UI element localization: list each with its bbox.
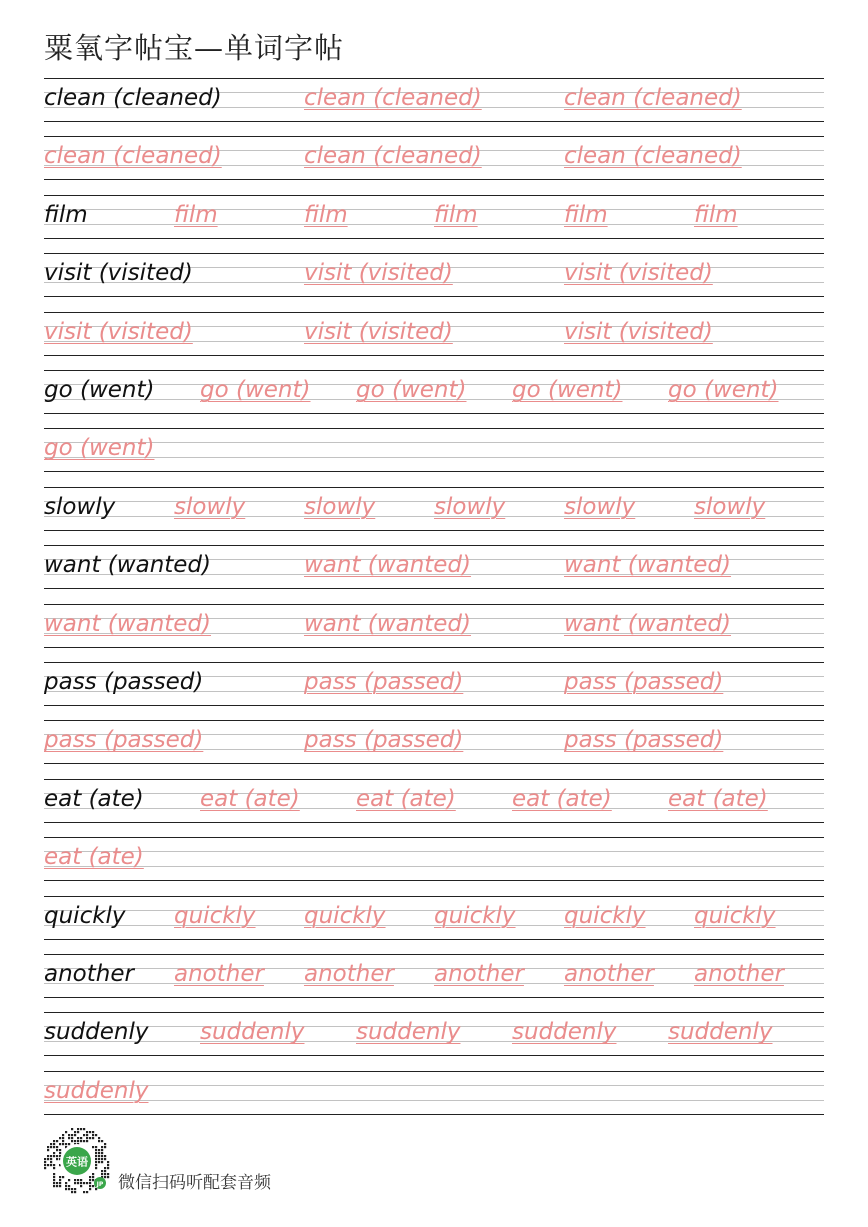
trace-word: film (434, 201, 478, 228)
trace-word: film (564, 201, 608, 228)
trace-word: slowly (694, 493, 766, 520)
guide-line (44, 428, 824, 429)
trace-word: film (174, 201, 218, 228)
trace-word: eat (ate) (356, 785, 456, 812)
guide-line (44, 779, 824, 780)
guide-line (44, 662, 824, 663)
writing-row (44, 720, 824, 764)
trace-word: pass (passed) (304, 727, 464, 754)
trace-word: suddenly (512, 1019, 617, 1046)
guide-line (44, 296, 824, 297)
model-word: suddenly (44, 1019, 149, 1046)
writing-row (44, 1012, 824, 1056)
writing-row (44, 1071, 824, 1115)
trace-word: another (304, 961, 394, 987)
trace-word: slowly (434, 493, 506, 520)
trace-word: want (wanted) (304, 552, 472, 579)
model-word: clean (cleaned) (44, 85, 222, 111)
footer-caption: 微信扫码听配套音频 (118, 1173, 271, 1193)
trace-word: go (went) (512, 377, 623, 403)
guide-line (44, 442, 824, 443)
guide-line (44, 370, 824, 371)
model-word: film (44, 201, 88, 228)
writing-row (44, 779, 824, 823)
guide-line (44, 763, 824, 764)
writing-row (44, 837, 824, 881)
trace-word: clean (cleaned) (44, 143, 222, 170)
trace-word: want (wanted) (564, 552, 732, 579)
guide-line (44, 121, 824, 122)
model-word: pass (passed) (44, 669, 204, 695)
trace-word: eat (ate) (668, 785, 768, 812)
trace-word: suddenly (668, 1019, 773, 1046)
svg-text:JP: JP (96, 1181, 104, 1188)
footer (42, 1126, 342, 1198)
trace-word: suddenly (200, 1019, 305, 1046)
trace-word: slowly (304, 493, 376, 520)
trace-word: eat (ate) (200, 785, 300, 812)
guide-line (44, 78, 824, 79)
trace-word: quickly (304, 902, 386, 929)
trace-word: clean (cleaned) (304, 85, 482, 111)
trace-word: go (went) (200, 377, 311, 403)
guide-line (44, 136, 824, 137)
guide-line (44, 487, 824, 488)
guide-line (44, 195, 824, 196)
model-word: quickly (44, 902, 126, 929)
trace-word: pass (passed) (304, 669, 464, 695)
guide-line (44, 588, 824, 589)
writing-row (44, 78, 824, 122)
trace-word: film (694, 201, 738, 228)
guide-line (44, 647, 824, 648)
writing-row (44, 487, 824, 531)
guide-line (44, 179, 824, 180)
trace-word: another (174, 961, 264, 987)
trace-word: visit (visited) (564, 260, 713, 287)
guide-line (44, 880, 824, 881)
guide-line (44, 413, 824, 414)
qr-badge-text: 英语 (66, 1155, 88, 1169)
writing-row (44, 662, 824, 706)
guide-line (44, 1055, 824, 1056)
writing-row (44, 312, 824, 356)
guide-line (44, 1071, 824, 1072)
qr-code-icon (42, 1126, 112, 1196)
trace-word: clean (cleaned) (564, 85, 742, 111)
writing-row (44, 370, 824, 414)
guide-line (44, 471, 824, 472)
guide-line (44, 851, 824, 852)
guide-line (44, 954, 824, 955)
model-word: visit (visited) (44, 260, 193, 287)
trace-word: go (went) (356, 377, 467, 403)
guide-line (44, 1100, 824, 1101)
guide-line (44, 822, 824, 823)
guide-line (44, 530, 824, 531)
guide-line (44, 939, 824, 940)
guide-line (44, 355, 824, 356)
trace-word: want (wanted) (44, 610, 212, 637)
trace-word: go (went) (668, 377, 779, 403)
trace-word: pass (passed) (564, 727, 724, 754)
trace-word: visit (visited) (564, 318, 713, 345)
guide-line (44, 866, 824, 867)
guide-line (44, 837, 824, 838)
guide-line (44, 1085, 824, 1086)
guide-line (44, 253, 824, 254)
trace-word: quickly (694, 902, 776, 929)
guide-line (44, 238, 824, 239)
trace-word: go (went) (44, 435, 155, 462)
trace-word: another (694, 961, 784, 987)
model-word: another (44, 961, 134, 987)
guide-line (44, 1114, 824, 1115)
trace-word: want (wanted) (304, 610, 472, 637)
trace-word: visit (visited) (304, 260, 453, 287)
guide-line (44, 896, 824, 897)
guide-line (44, 457, 824, 458)
writing-row (44, 954, 824, 998)
trace-word: clean (cleaned) (304, 143, 482, 170)
trace-word: quickly (564, 902, 646, 929)
trace-word: slowly (174, 493, 246, 520)
trace-word: suddenly (356, 1019, 461, 1046)
trace-word: pass (passed) (44, 727, 204, 754)
trace-word: quickly (174, 902, 256, 929)
page-title: 粟氧字帖宝—单词字帖 (44, 31, 345, 65)
model-word: slowly (44, 493, 116, 520)
guide-line (44, 312, 824, 313)
trace-word: eat (ate) (44, 844, 144, 871)
guide-line (44, 720, 824, 721)
trace-word: suddenly (44, 1077, 149, 1104)
guide-line (44, 604, 824, 605)
model-word: want (wanted) (44, 552, 212, 579)
writing-row (44, 545, 824, 589)
trace-word: another (434, 961, 524, 987)
writing-row (44, 604, 824, 648)
writing-row (44, 136, 824, 180)
writing-row (44, 195, 824, 239)
trace-word: want (wanted) (564, 610, 732, 637)
guide-line (44, 1012, 824, 1013)
trace-word: pass (passed) (564, 669, 724, 695)
guide-line (44, 705, 824, 706)
trace-word: film (304, 201, 348, 228)
writing-row (44, 896, 824, 940)
guide-line (44, 545, 824, 546)
model-word: go (went) (44, 377, 155, 403)
writing-row (44, 253, 824, 297)
trace-word: visit (visited) (304, 318, 453, 345)
trace-word: clean (cleaned) (564, 143, 742, 170)
trace-word: slowly (564, 493, 636, 520)
trace-word: quickly (434, 902, 516, 929)
trace-word: another (564, 961, 654, 987)
guide-line (44, 997, 824, 998)
writing-row (44, 428, 824, 472)
trace-word: eat (ate) (512, 785, 612, 812)
model-word: eat (ate) (44, 785, 144, 812)
trace-word: visit (visited) (44, 318, 193, 345)
